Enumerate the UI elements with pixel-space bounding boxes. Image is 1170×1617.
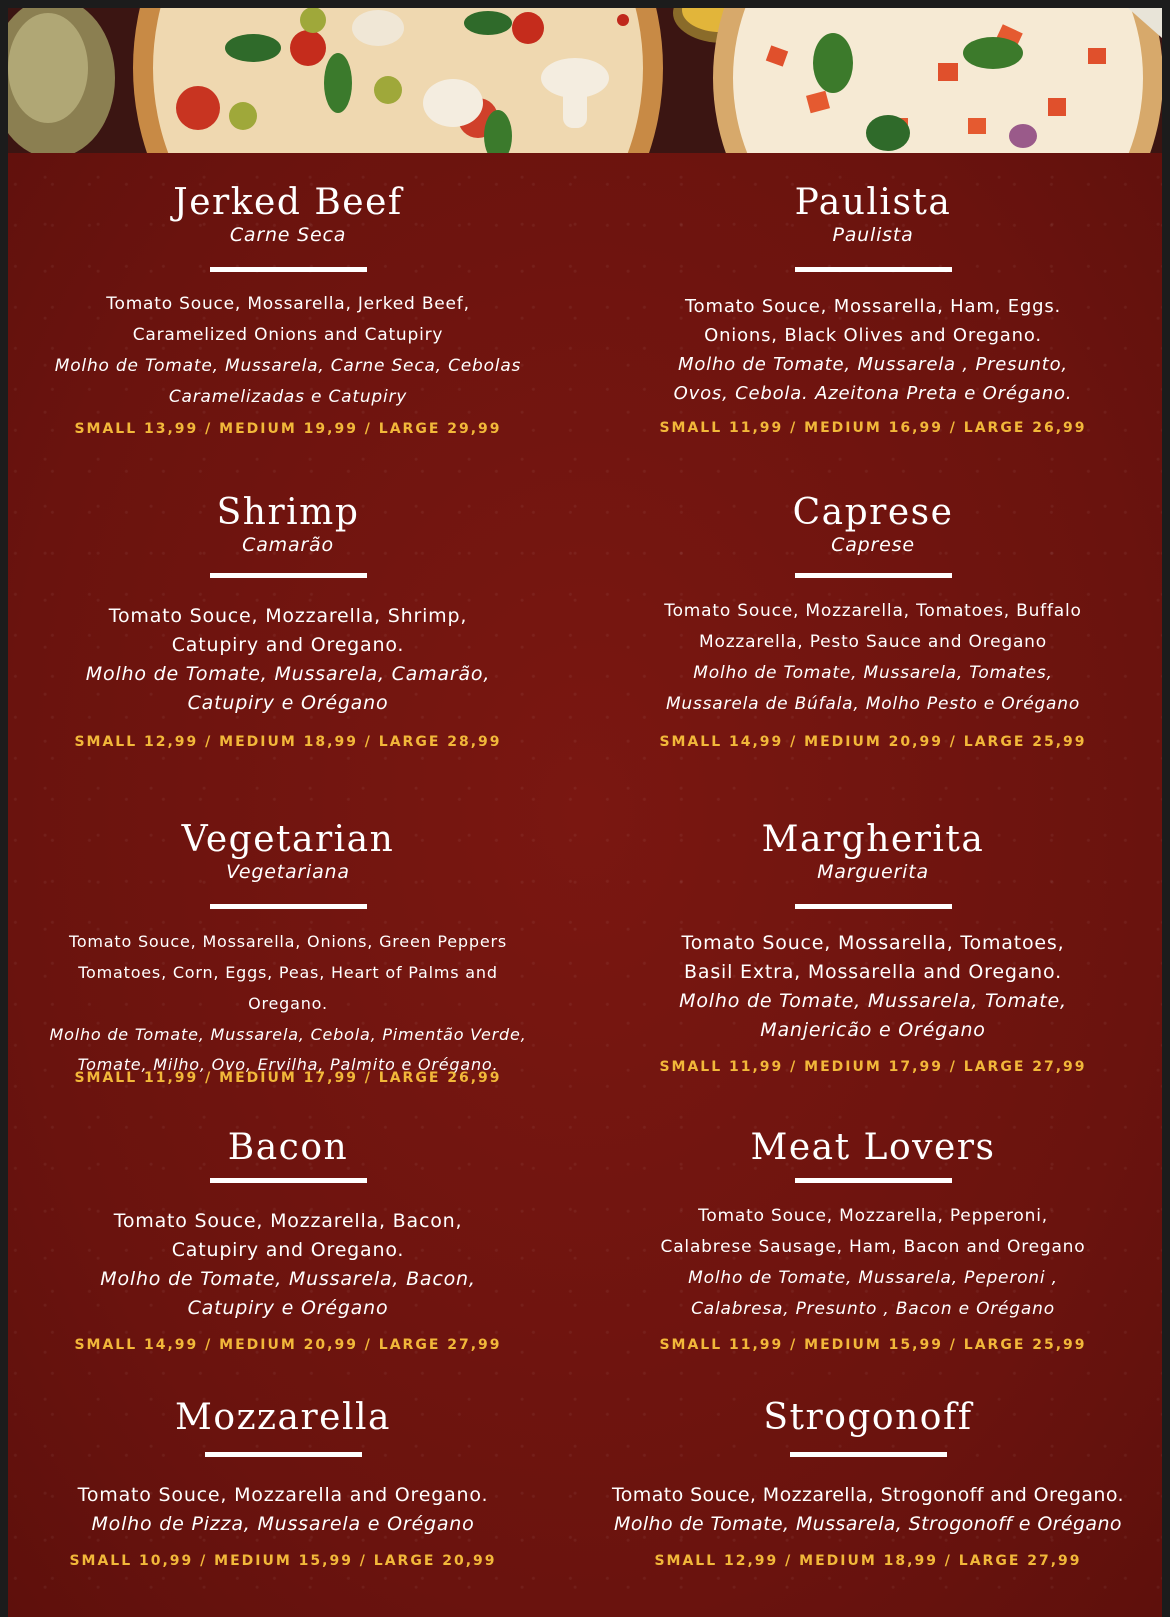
desc-pt-line: Molho de Tomate, Mussarela, Camarão, [85,663,491,685]
desc-en-line: Tomato Souce, Mozzarella and Oregano. [77,1484,489,1506]
pizza-subtitle: Caprese [831,534,915,556]
pizza-subtitle: Carne Seca [229,224,347,246]
desc-en-line: Caramelized Onions and Catupiry [132,325,444,345]
price-line: SMALL 12,99 / MEDIUM 18,99 / LARGE 27,99 [654,1553,1082,1569]
desc-en-line: Basil Extra, Mossarella and Oregano. [684,961,1062,983]
desc-pt-line: Catupiry e Orégano [187,692,389,714]
pizza-name: Shrimp [216,492,360,533]
desc-en-line: Catupiry and Oregano. [171,634,405,656]
desc-en-line: Tomato Souce, Mossarella, Onions, Green Peppers [68,932,508,951]
desc-en-line: Tomato Souce, Mozzarella, Bacon, [113,1210,463,1232]
divider-rule [210,1178,367,1183]
pizza-banner-image [8,8,1162,153]
desc-pt-line: Caramelizadas e Catupiry [168,387,408,407]
price-line: SMALL 11,99 / MEDIUM 17,99 / LARGE 26,99 [74,1070,502,1086]
desc-pt-line: Molho de Tomate, Mussarela , Presunto, [678,354,1068,375]
divider-rule [795,1178,952,1183]
pizza-name: Strogonoff [763,1397,973,1438]
desc-pt-line: Calabresa, Presunto , Bacon e Orégano [691,1299,1055,1319]
desc-pt-line: Molho de Tomate, Mussarela, Peperoni , [688,1268,1058,1288]
pizza-description [38,926,538,1076]
pizza-item [623,1128,1123,1353]
price-line: SMALL 13,99 / MEDIUM 19,99 / LARGE 29,99 [74,421,502,437]
divider-rule [210,573,367,578]
desc-en-line: Tomato Souce, Mossarella, Ham, Eggs. [684,296,1062,317]
desc-en-line: Tomato Souce, Mozzarella, Strogonoff and Oregano. [612,1484,1124,1506]
pizza-description [38,1207,538,1323]
pizza-name: Margherita [761,819,985,860]
price-line: SMALL 11,99 / MEDIUM 15,99 / LARGE 25,99 [659,1337,1087,1353]
pizza-description [583,1481,1153,1539]
desc-pt-line: Molho de Tomate, Mussarela, Cebola, Pimentão Verde, [49,1025,527,1044]
desc-pt-line: Molho de Tomate, Mussarela, Bacon, [100,1268,476,1290]
pizza-description [623,596,1123,720]
desc-en-line: Oregano. [248,994,328,1013]
pizza-item [623,183,1123,436]
pizza-subtitle: Camarão [242,534,334,556]
pizza-subtitle: Vegetariana [226,861,350,883]
desc-en-line: Tomato Souce, Mozzarella, Pepperoni, [698,1206,1048,1226]
pizza-item [38,493,538,750]
pizza-description [623,292,1123,408]
pizza-item [583,1398,1153,1569]
desc-pt-line: Catupiry e Orégano [187,1297,389,1319]
pizza-photo-illustration [8,8,1162,153]
pizza-subtitle: Paulista [832,224,914,246]
price-line: SMALL 14,99 / MEDIUM 20,99 / LARGE 25,99 [659,734,1087,750]
desc-pt-line: Molho de Tomate, Mussarela, Carne Seca, Cebolas [54,356,522,376]
divider-rule [790,1452,947,1457]
pizza-description [38,602,538,718]
pizza-subtitle: Marguerita [817,861,929,883]
pizza-item [28,1398,538,1569]
desc-en-line: Onions, Black Olives and Oregano. [704,325,1042,346]
pizza-item [623,820,1123,1075]
divider-rule [795,904,952,909]
pizza-name: Paulista [794,182,952,223]
divider-rule [210,904,367,909]
pizza-description [28,1481,538,1539]
price-line: SMALL 11,99 / MEDIUM 16,99 / LARGE 26,99 [659,420,1087,436]
pizza-name: Bacon [227,1127,349,1168]
pizza-item [623,493,1123,750]
pizza-description [623,1201,1123,1325]
desc-pt-line: Molho de Tomate, Mussarela, Tomates, [693,663,1053,683]
desc-pt-line: Ovos, Cebola. Azeitona Preta e Orégano. [673,383,1073,404]
pizza-description [623,929,1123,1045]
pizza-item [38,183,538,437]
price-line: SMALL 10,99 / MEDIUM 15,99 / LARGE 20,99 [69,1553,497,1569]
divider-rule [795,267,952,272]
pizza-description [38,289,538,413]
pizza-item [38,820,538,1086]
desc-en-line: Tomato Souce, Mozzarella, Tomatoes, Buffalo [664,601,1082,621]
price-line: SMALL 14,99 / MEDIUM 20,99 / LARGE 27,99 [74,1337,502,1353]
price-line: SMALL 11,99 / MEDIUM 17,99 / LARGE 27,99 [659,1059,1087,1075]
pizza-name: Jerked Beef [173,182,403,223]
desc-pt-line: Molho de Pizza, Mussarela e Orégano [91,1513,475,1535]
desc-pt-line: Mussarela de Búfala, Molho Pesto e Orégano [665,694,1081,714]
desc-en-line: Tomato Souce, Mozzarella, Shrimp, [108,605,468,627]
pizza-name: Vegetarian [181,819,395,860]
desc-en-line: Tomatoes, Corn, Eggs, Peas, Heart of Palms and [78,963,498,982]
pizza-name: Mozzarella [175,1397,391,1438]
desc-en-line: Tomato Souce, Mossarella, Tomatoes, [681,932,1065,954]
pizza-name: Caprese [792,492,954,533]
desc-en-line: Calabrese Sausage, Ham, Bacon and Oregano [660,1237,1086,1257]
divider-rule [795,573,952,578]
divider-rule [205,1452,362,1457]
pizza-item [38,1128,538,1353]
desc-pt-line: Tomate, Milho, Ovo, Ervilha, Palmito e Orégano. [77,1055,499,1074]
desc-en-line: Catupiry and Oregano. [171,1239,405,1261]
desc-pt-line: Molho de Tomate, Mussarela, Tomate, [679,990,1067,1012]
menu-page [8,8,1162,1617]
desc-pt-line: Molho de Tomate, Mussarela, Strogonoff e Orégano [614,1513,1122,1535]
price-line: SMALL 12,99 / MEDIUM 18,99 / LARGE 28,99 [74,734,502,750]
divider-rule [210,267,367,272]
pizza-name: Meat Lovers [750,1127,996,1168]
desc-en-line: Mozzarella, Pesto Sauce and Oregano [699,632,1047,652]
desc-pt-line: Manjericão e Orégano [760,1019,986,1041]
desc-en-line: Tomato Souce, Mossarella, Jerked Beef, [106,294,470,314]
